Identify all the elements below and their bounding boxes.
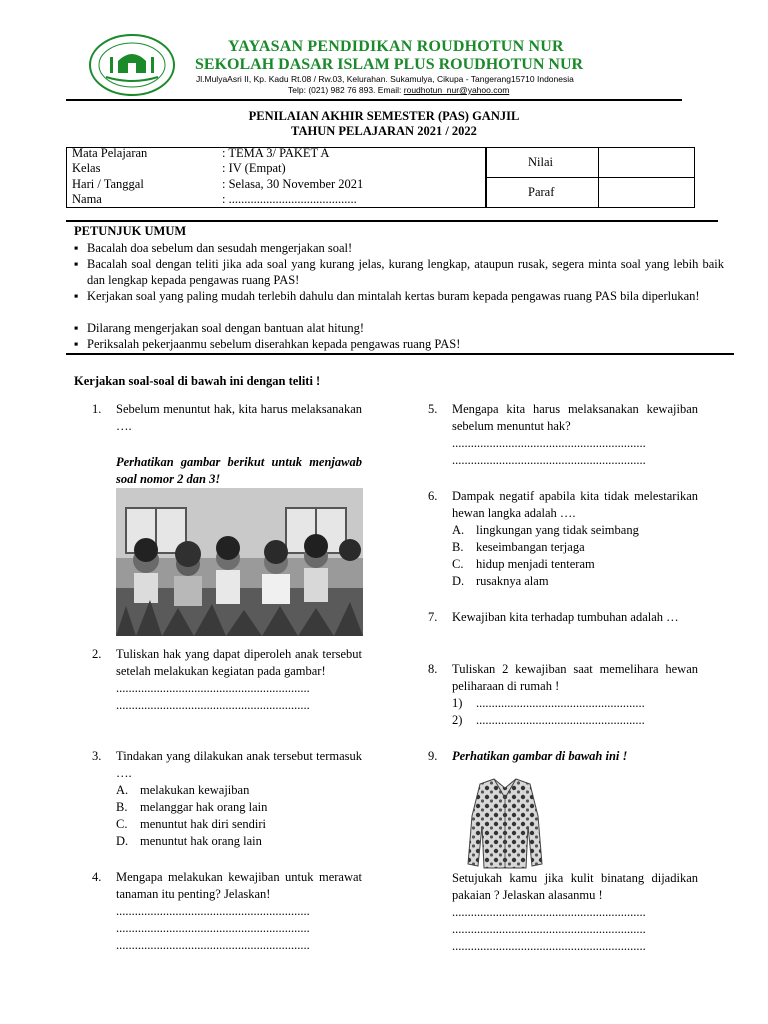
option-a[interactable]: A. lingkungan yang tidak seimbang xyxy=(452,523,639,537)
answer-line[interactable]: .............................................................. xyxy=(116,921,310,935)
name-field[interactable]: : ......................................... xyxy=(222,192,357,206)
info-label: Kelas xyxy=(72,161,101,175)
option-b[interactable]: B. keseimbangan terjaga xyxy=(452,540,585,554)
question-9-prompt: Setujukah kamu jika kulit binatang dijadikan pakaian ? Jelaskan alasanmu ! .............................................................. .............................................................. .............................................................. xyxy=(452,871,698,953)
paraf-label-cell: Paraf xyxy=(486,177,599,208)
option-d[interactable]: D. rusaknya alam xyxy=(452,574,549,588)
school-contact: Telp: (021) 982 76 893. Email: roudhotun_nur@yahoo.com xyxy=(288,85,510,95)
instruction-item: ▪ Periksalah pekerjaanmu sebelum diserahkan kepada pengawas ruang PAS! xyxy=(74,337,461,351)
instruction-item: ▪ Bacalah doa sebelum dan sesudah mengerjakan soal! xyxy=(74,241,353,255)
question-4: 4. Mengapa melakukan kewajiban untuk merawat tanaman itu penting? Jelaskan! .............................................................. .............................................................. .............................................................. xyxy=(92,870,362,952)
answer-line[interactable]: .............................................................. xyxy=(452,922,646,936)
answer-line[interactable]: .............................................................. xyxy=(452,939,646,953)
answer-line[interactable]: .............................................................. xyxy=(116,681,310,695)
question-2: 2. Tuliskan hak yang dapat diperoleh anak tersebut setelah melakukan kegiatan pada gambar! .............................................................. .............................................................. xyxy=(92,647,362,712)
exam-year: TAHUN PELAJARAN 2021 / 2022 xyxy=(291,124,477,138)
info-label: Mata Pelajaran xyxy=(72,146,148,160)
email-link[interactable]: roudhotun_nur@yahoo.com xyxy=(403,85,510,95)
info-value: : IV (Empat) xyxy=(222,161,286,175)
question-7: 7. Kewajiban kita terhadap tumbuhan adalah … xyxy=(428,610,679,624)
option-a[interactable]: A. melakukan kewajiban xyxy=(116,783,250,797)
question-6: 6. Dampak negatif apabila kita tidak melestarikan hewan langka adalah …. A. lingkungan yang tidak seimbang B. keseimbangan terjaga C. hidup menjadi tenteram D. rusaknya alam xyxy=(428,489,698,588)
question-9: 9. Perhatikan gambar di bawah ini ! xyxy=(428,749,628,763)
task-instruction: Kerjakan soal-soal di bawah ini dengan teliti ! xyxy=(74,374,321,388)
leopard-print-shirt-image xyxy=(466,776,544,871)
answer-line[interactable]: .............................................................. xyxy=(116,904,310,918)
section-divider xyxy=(66,353,734,355)
school-logo xyxy=(88,33,176,97)
paraf-field[interactable] xyxy=(598,177,695,208)
info-label: Hari / Tanggal xyxy=(72,177,144,191)
info-value: : Selasa, 30 November 2021 xyxy=(222,177,364,191)
answer-line[interactable]: .............................................................. xyxy=(116,698,310,712)
instruction-item: ▪ Bacalah soal dengan teliti jika ada soal yang kurang jelas, kurang lengkap, ataupun rusak, segera minta soal yang lebih baik dan lengkap kepada pengawas ruang PAS! xyxy=(74,257,724,287)
answer-line[interactable]: .............................................................. xyxy=(116,938,310,952)
answer-1[interactable]: 1) ...................................................... xyxy=(452,696,645,710)
instruction-item: ▪ Kerjakan soal yang paling mudah terlebih dahulu dan mintalah kertas buram kepada pengawas ruang PAS bila diperlukan! xyxy=(74,289,700,303)
question-1: 1. Sebelum menuntut hak, kita harus melaksanakan …. xyxy=(92,402,362,433)
children-gardening-illustration xyxy=(116,488,363,636)
foundation-name: YAYASAN PENDIDIKAN ROUDHOTUN NUR xyxy=(228,38,564,55)
option-c[interactable]: C. menuntut hak diri sendiri xyxy=(116,817,267,831)
info-value: : TEMA 3/ PAKET A xyxy=(222,146,330,160)
option-b[interactable]: B. melanggar hak orang lain xyxy=(116,800,268,814)
question-3: 3. Tindakan yang dilakukan anak tersebut termasuk …. A. melakukan kewajiban B. melanggar hak orang lain C. menuntut hak diri sendiri D. menuntut hak orang lain xyxy=(92,749,362,848)
question-5: 5. Mengapa kita harus melaksanakan kewajiban sebelum menuntut hak? .............................................................. .............................................................. xyxy=(428,402,698,467)
nilai-field[interactable] xyxy=(598,147,695,178)
instruction-item: ▪ Dilarang mengerjakan soal dengan bantuan alat hitung! xyxy=(74,321,364,335)
question-8: 8. Tuliskan 2 kewajiban saat memelihara hewan peliharaan di rumah ! 1) ...................................................... 2) ...................................................... xyxy=(428,662,698,727)
general-instructions-title: PETUNJUK UMUM xyxy=(74,224,187,238)
school-address: Jl.MulyaAsri II, Kp. Kadu Rt.08 / Rw.03, Kelurahan. Sukamulya, Cikupa - Tangerang15710 Indonesia xyxy=(196,74,574,84)
section-divider xyxy=(66,220,718,222)
answer-2[interactable]: 2) ...................................................... xyxy=(452,713,645,727)
picture-note: Perhatikan gambar berikut untuk menjawab soal nomor 2 dan 3! xyxy=(116,455,362,486)
option-c[interactable]: C. hidup menjadi tenteram xyxy=(452,557,595,571)
answer-line[interactable]: .............................................................. xyxy=(452,453,646,467)
school-name: SEKOLAH DASAR ISLAM PLUS ROUDHOTUN NUR xyxy=(195,56,584,73)
answer-line[interactable]: .............................................................. xyxy=(452,905,646,919)
header-divider xyxy=(66,99,682,101)
exam-title: PENILAIAN AKHIR SEMESTER (PAS) GANJIL xyxy=(248,109,520,123)
info-label: Nama xyxy=(72,192,102,206)
answer-line[interactable]: .............................................................. xyxy=(452,436,646,450)
nilai-label-cell: Nilai xyxy=(486,147,599,178)
option-d[interactable]: D. menuntut hak orang lain xyxy=(116,834,262,848)
